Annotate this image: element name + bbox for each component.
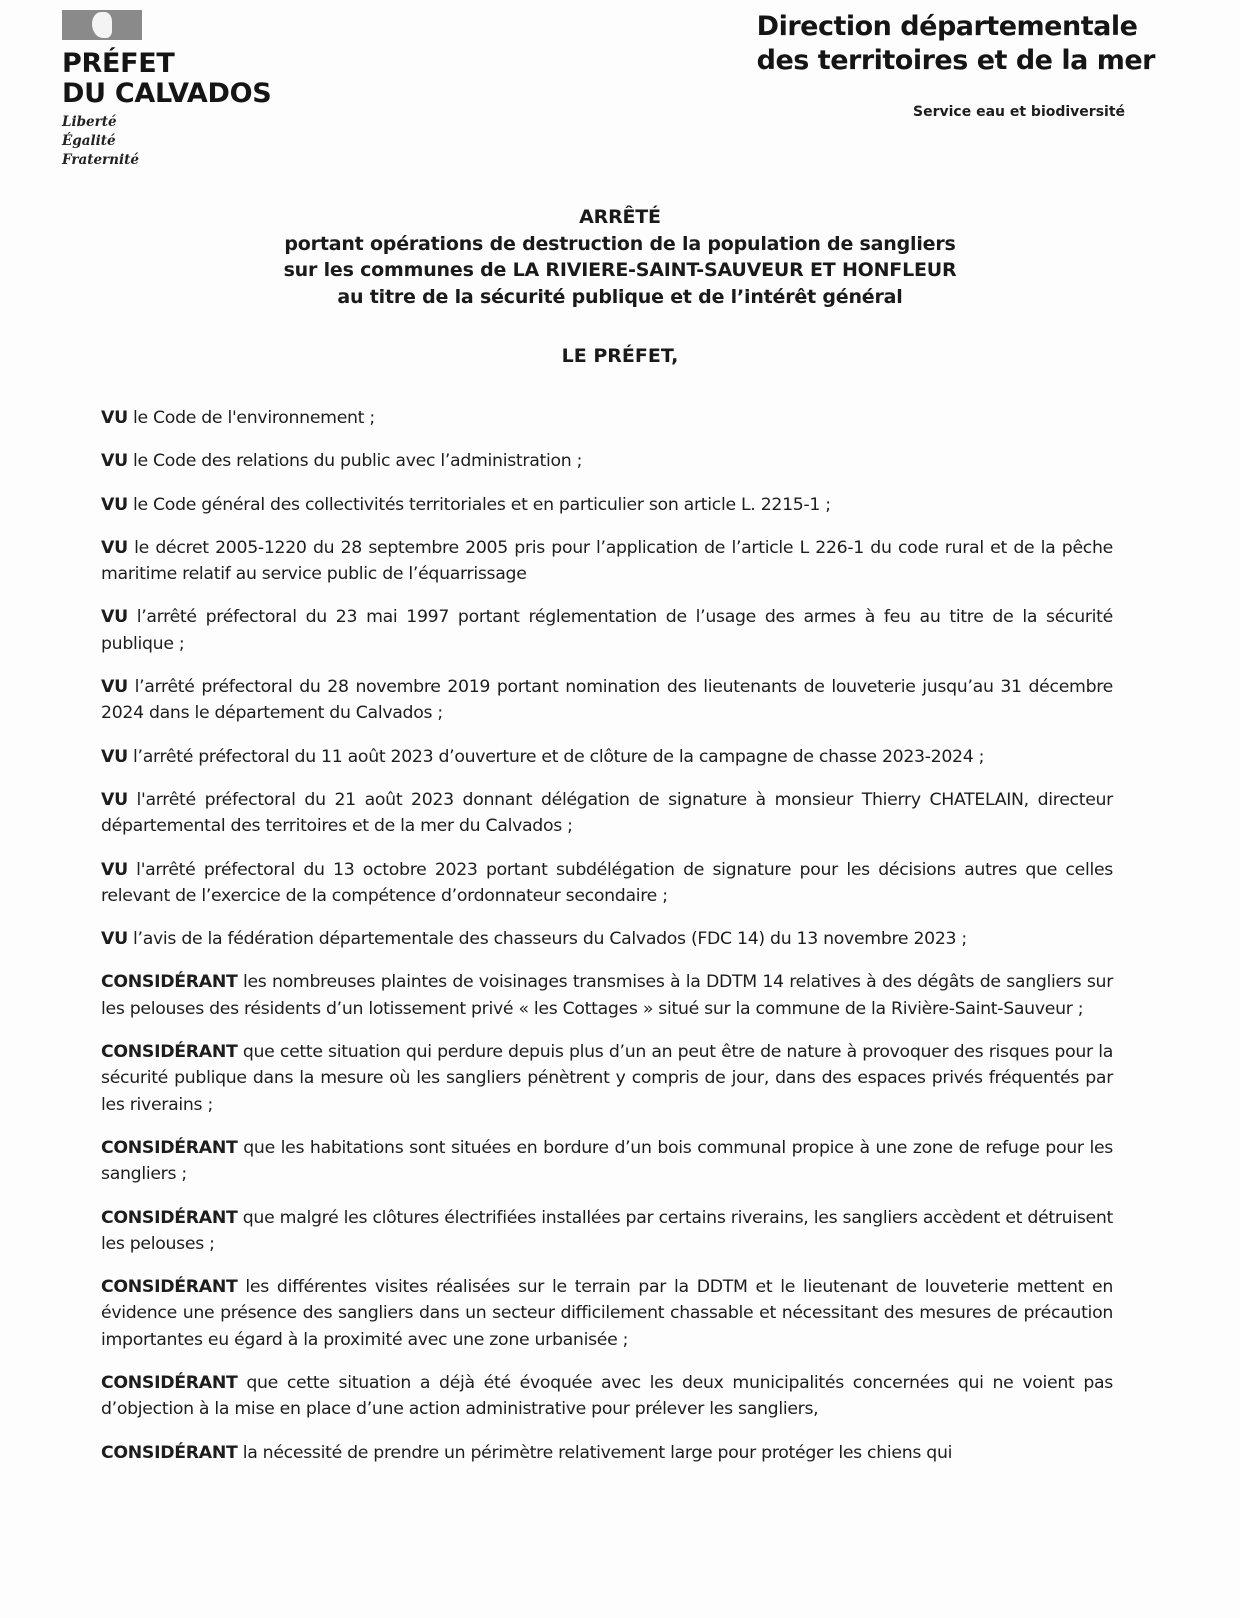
clause-keyword: VU [101,451,128,472]
considerant-clause [101,1440,1113,1466]
clause-text: les nombreuses plaintes de voisinages transmises à la DDTM 14 relatives à des dégâts de sangliers sur les pelouses des résidents d’un lotissement privé « les Cottages » situé sur la commune de la Rivière-Saint-Sauveur ; [101,972,1113,1019]
considerant-clause [101,969,1113,1022]
clause-text: le Code des relations du public avec l’administration ; [127,451,583,472]
clause-text: que malgré les clôtures électrifiées installées par certains riverains, les sangliers accèdent et détruisent les pelouses ; [101,1207,1113,1254]
prefecture-name-line1: PRÉFET [62,48,175,79]
clause-keyword: CONSIDÉRANT [101,1137,238,1158]
le-prefet-heading: LE PRÉFET, [561,345,679,367]
vu-clause [101,674,1113,727]
issuing-directorate [757,10,1155,78]
prefecture-name [62,49,271,109]
clause-keyword: CONSIDÉRANT [101,1277,238,1298]
clause-text: l’arrêté préfectoral du 28 novembre 2019 portant nomination des lieutenants de louveterie jusqu’au 31 décembre 2024 dans le département du Calvados ; [101,677,1113,724]
clause-keyword: VU [101,494,128,515]
motto-liberte: Liberté [62,114,117,130]
clause-text: l’arrêté préfectoral du 11 août 2023 d’ouverture et de clôture de la campagne de chasse 2023-2024 ; [127,746,985,767]
title-subject-line3: au titre de la sécurité publique et de l’intérêt général [337,285,903,308]
title-subject-line2 [0,257,1240,284]
vu-clause [101,744,1113,770]
republic-motto [62,113,271,170]
clause-keyword: CONSIDÉRANT [101,972,238,993]
clause-keyword: VU [101,859,128,880]
directorate-line1: Direction départementale [756,11,1138,42]
prefecture-logo-block [62,10,271,170]
title-arrete: ARRÊTÉ [579,206,661,228]
document-body [101,405,1113,1483]
clause-text: le décret 2005-1220 du 28 septembre 2005 pris pour l’application de l’article L 226-1 du code rural et de la pêche maritime relatif au service public de l’équarrissage [101,537,1113,585]
directorate-line2: des territoires et de la mer [756,45,1155,76]
clause-keyword: VU [101,677,128,698]
vu-clause [101,857,1113,910]
marianne-logo-icon [62,10,142,40]
service-name: Service eau et biodiversité [913,104,1126,120]
clause-keyword: CONSIDÉRANT [101,1373,238,1394]
clause-keyword: VU [101,929,128,950]
clause-text: les différentes visites réalisées sur le terrain par la DDTM et le lieutenant de louveterie mettent en évidence une présence des sangliers dans un secteur difficilement chassable et nécessitant des mesures de précaution importantes eu égard à la proximité avec une zone urbanisée ; [101,1277,1113,1350]
motto-fraternite: Fraternité [62,152,139,168]
considerant-clause [101,1370,1113,1423]
vu-clause [101,405,1113,431]
vu-clause [101,492,1113,518]
clause-keyword: VU [101,537,128,558]
vu-clause [101,535,1113,588]
clause-text: le Code de l'environnement ; [127,408,375,428]
considerant-clause [101,1039,1113,1118]
clause-keyword: VU [101,607,128,628]
clause-keyword: VU [101,408,128,428]
clause-text: l’arrêté préfectoral du 23 mai 1997 portant réglementation de l’usage des armes à feu au titre de la sécurité publique ; [101,607,1113,654]
motto-egalite: Égalité [62,133,116,149]
clause-text: que cette situation qui perdure depuis plus d’un an peut être de nature à provoquer des risques pour la sécurité publique dans la mesure où les sangliers pénètrent y compris de jour, dans des espaces privés fréquentés par les riverains ; [101,1042,1113,1115]
clause-text: que les habitations sont situées en bordure d’un bois communal propice à une zone de refuge pour les sangliers ; [101,1137,1113,1185]
clause-text: la nécessité de prendre un périmètre relativement large pour protéger les chiens qui [237,1442,953,1463]
considerant-clause [101,1274,1113,1353]
clause-keyword: VU [101,746,128,767]
document-title [0,204,1240,310]
clause-text: l’avis de la fédération départementale des chasseurs du Calvados (FDC 14) du 13 novembre 2023 ; [127,929,967,950]
clause-keyword: CONSIDÉRANT [101,1442,238,1463]
title-communes: LA RIVIERE-SAINT-SAUVEUR ET HONFLEUR [512,259,957,281]
clause-text: l'arrêté préfectoral du 13 octobre 2023 portant subdélégation de signature pour les décisions autres que celles relevant de l’exercice de la compétence d’ordonnateur secondaire ; [101,859,1113,906]
clause-keyword: VU [101,789,128,810]
vu-clause [101,604,1113,657]
title-subject-line1: portant opérations de destruction de la population de sangliers [284,232,956,255]
considerant-clause [101,1135,1113,1188]
vu-clause [101,787,1113,840]
vu-clause [101,926,1113,952]
prefecture-name-line2: DU CALVADOS [62,78,272,109]
title-communes-prefix: sur les communes de [283,259,513,281]
clause-text: que cette situation a déjà été évoquée avec les deux municipalités concernées qui ne voient pas d’objection à la mise en place d’une action administrative pour prélever les sangliers, [101,1373,1113,1420]
vu-clause [101,448,1113,474]
clause-keyword: CONSIDÉRANT [101,1042,238,1063]
clause-text: le Code général des collectivités territoriales et en particulier son article L. 2215-1 ; [127,494,831,515]
considerant-clause [101,1205,1113,1258]
clause-text: l'arrêté préfectoral du 21 août 2023 donnant délégation de signature à monsieur Thierry CHATELAIN, directeur départemental des territoires et de la mer du Calvados ; [101,789,1113,837]
clause-keyword: CONSIDÉRANT [101,1207,238,1228]
